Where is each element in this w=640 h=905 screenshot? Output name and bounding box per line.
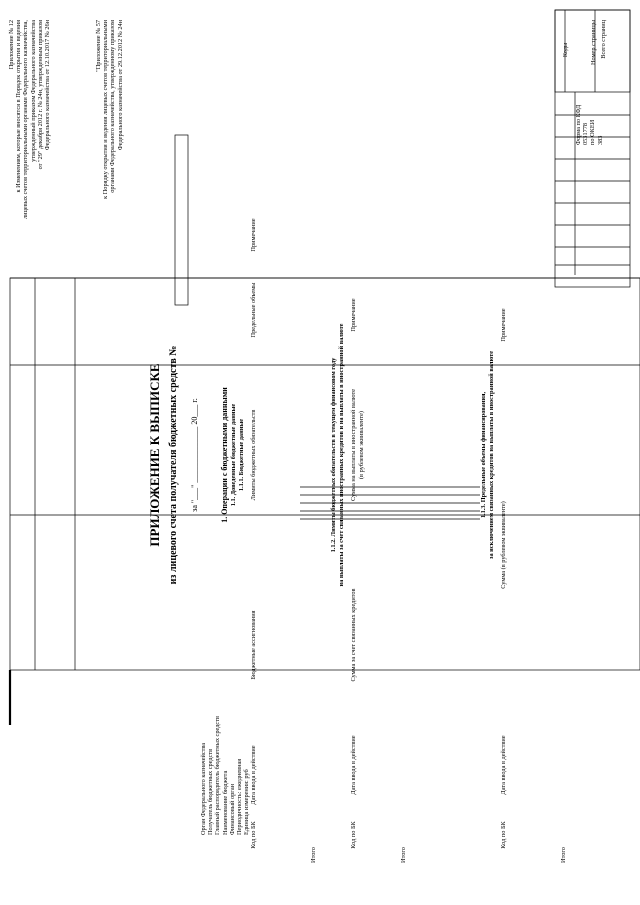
section112-title2: на выплаты за счет связанных иностранных кредитов и на выплаты в иностранной валюте	[338, 323, 345, 587]
total-label-112: Итого	[400, 847, 407, 863]
left-fields	[200, 665, 251, 835]
field-label: Получатель бюджетных средств	[207, 748, 215, 835]
col-kbk-113: Код по БК	[500, 821, 507, 849]
col-sum-113: Сумма (в рублевом эквиваленте)	[500, 501, 507, 589]
appendix-line: утвержденный приказом Федерального казначейства	[29, 20, 37, 162]
col-date-112: Дата ввода в действие	[350, 735, 357, 795]
section113-title2: за исключением связанных кредитов на выплаты в иностранной валюте	[488, 350, 495, 560]
grp-limits: Лимиты бюджетных обязательств	[250, 409, 257, 501]
col-date: Дата ввода в действие	[250, 745, 257, 805]
grp-pred: Предельные объемы	[250, 282, 257, 338]
col-note: Примечание	[250, 218, 257, 252]
appendix-line: к Изменениям, которые вносятся в Порядок открытия и ведения	[15, 20, 23, 193]
page-title: ПРИЛОЖЕНИЕ К ВЫПИСКЕ	[147, 363, 162, 547]
field-label: Периодичность: ежедневная	[236, 758, 244, 835]
appendix-line: Приложение № 12	[8, 20, 15, 70]
code-label: по ОКЕИ	[589, 119, 597, 145]
codes-header: Коды	[562, 42, 569, 58]
page-subtitle: из лицевого счета получателя бюджетных средств №	[168, 345, 179, 585]
section1-title: 1. Операции с бюджетными данными	[220, 387, 229, 523]
total-label: Итого	[310, 847, 317, 863]
appendix-header	[8, 20, 51, 440]
appendix-line: от "29" декабря 2012 г. № 24н, утвержденным приказом	[36, 20, 44, 170]
col-kbk-112: Код по БК	[350, 821, 357, 849]
order-line: к Порядку открытия и ведения лицевых счетов территориальными	[102, 20, 110, 199]
code-label: Форма по КФД	[575, 104, 582, 145]
code-value: 383	[596, 135, 604, 145]
order-line: "Приложение № 57	[95, 20, 102, 72]
appendix-line: Федерального казначейства от 12.10.2017 № 26н	[44, 20, 52, 151]
section11-title: 1.1. Доведенные бюджетные данные	[230, 403, 237, 507]
total-pages-label: Всего страниц	[600, 20, 607, 59]
page-number-label: Номер страницы	[590, 20, 597, 65]
order-line: органами Федерального казначейства, утвержденному приказом	[109, 20, 117, 193]
field-label: Наименование бюджета	[221, 770, 229, 835]
col-sum-foreign-sub: (в рублевом эквиваленте)	[358, 410, 365, 480]
total-label-113: Итого	[560, 847, 567, 863]
section113-title: 1.1.3. Предельные объемы финансирования,	[480, 391, 487, 519]
appendix-line: лицевых счетов территориальными органами Федерального казначейства,	[22, 20, 30, 219]
code-value: 0531778	[582, 122, 590, 145]
section111-title: 1.1.1. Бюджетные данные	[238, 418, 245, 492]
col-sum-foreign: Сумма на выплаты в иностранной валюте	[350, 388, 357, 502]
date-line: за "___" ______________ 20___ г.	[190, 398, 199, 512]
col-note-113: Примечание	[500, 308, 507, 342]
col-kbk: Код по БК	[250, 821, 257, 849]
order-header	[95, 20, 124, 440]
col-note-112: Примечание	[350, 298, 357, 332]
order-line: Федерального казначейства от 29.12.2012 № 24н	[116, 20, 124, 151]
col-date-113: Дата ввода в действие	[500, 735, 507, 795]
field-label: Главный распорядитель бюджетных средств	[214, 716, 222, 835]
col-sum-credits: Сумма за счет связанных кредитов	[350, 588, 357, 682]
grp-assign: Бюджетные ассигнования	[250, 610, 257, 680]
field-label: Единица измерения: руб	[243, 769, 251, 835]
field-label: Орган Федерального казначейства	[200, 742, 207, 835]
field-label: Финансовый орган	[228, 783, 236, 835]
section112-title: 1.1.2. Лимиты бюджетных обязательств в текущем финансовом году	[330, 357, 337, 553]
